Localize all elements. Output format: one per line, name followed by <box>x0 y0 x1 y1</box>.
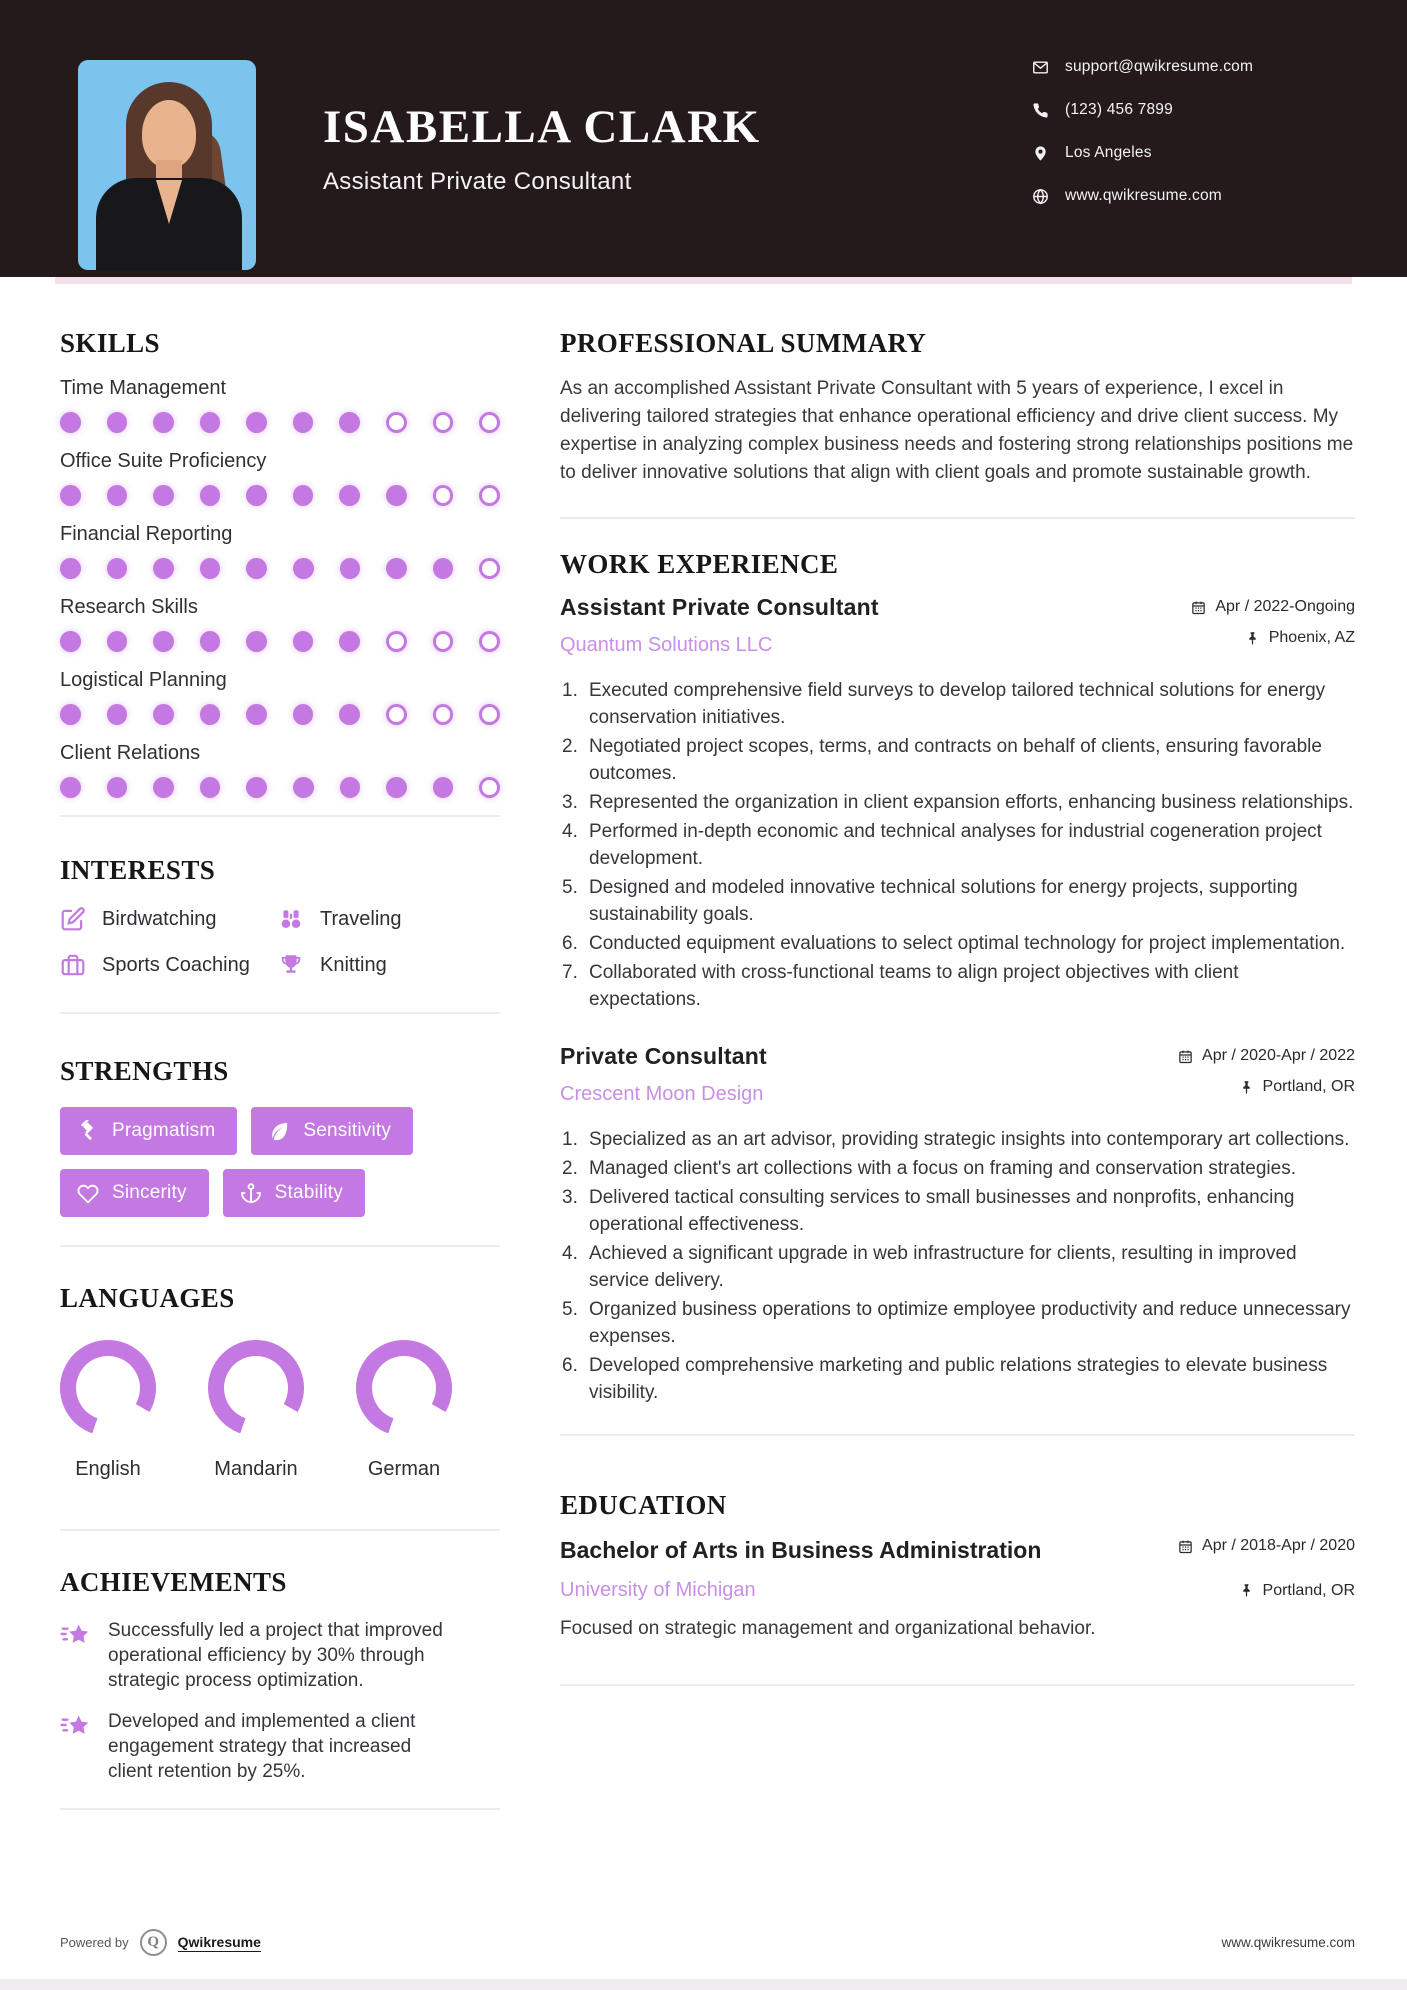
education-degree: Bachelor of Arts in Business Administration <box>560 1537 1042 1563</box>
contact-phone[interactable] <box>1032 101 1253 119</box>
powered-by-label: Powered by <box>60 1935 129 1950</box>
skill-dot-filled <box>200 412 221 433</box>
education-school: University of Michigan <box>560 1579 756 1601</box>
skill-dot-filled <box>433 558 454 579</box>
globe-icon <box>1032 188 1049 205</box>
job-meta <box>1178 1043 1355 1096</box>
skill-dot-filled <box>60 631 81 652</box>
skill-name: Research Skills <box>60 596 198 618</box>
main-content <box>0 284 1407 1810</box>
strength-label: Sincerity <box>112 1182 187 1203</box>
section-divider <box>560 1684 1355 1686</box>
interest-label: Knitting <box>320 953 387 976</box>
strength-label: Sensitivity <box>303 1120 392 1141</box>
job-bullet: Collaborated with cross-functional teams to align project objectives with client expectations. <box>589 962 1239 1010</box>
job-location <box>1245 629 1355 647</box>
skill-dot-filled <box>293 777 314 798</box>
skill-dot-filled <box>200 777 221 798</box>
phone-icon <box>1032 102 1049 119</box>
language-item <box>356 1340 452 1481</box>
skill-dot-empty <box>433 412 454 433</box>
skills-list <box>60 377 500 798</box>
contact-website-text: www.qwikresume.com <box>1065 187 1222 204</box>
interests-heading: INTERESTS <box>60 855 216 885</box>
job-location-text: Phoenix, AZ <box>1268 629 1355 646</box>
skill-dot-filled <box>293 704 314 725</box>
name-block <box>323 100 761 196</box>
skill-dot-filled <box>153 704 174 725</box>
section-divider <box>60 1529 500 1531</box>
interest-item <box>60 952 278 978</box>
strength-label: Pragmatism <box>112 1120 216 1141</box>
contact-location <box>1032 144 1253 162</box>
contact-website[interactable] <box>1032 187 1253 205</box>
gavel-icon <box>77 1120 99 1142</box>
skill-dot-filled <box>60 485 81 506</box>
job-company: Crescent Moon Design <box>560 1083 764 1105</box>
header <box>0 0 1407 277</box>
edit-icon <box>60 906 86 932</box>
language-label: German <box>367 1458 441 1480</box>
skill-dot-filled <box>200 558 221 579</box>
job-dates-text: Apr / 2020-Apr / 2022 <box>1202 1047 1355 1064</box>
skill-dot-filled <box>433 777 454 798</box>
education-location <box>1239 1582 1355 1600</box>
achievement-item <box>60 1618 500 1693</box>
right-column <box>560 284 1355 1686</box>
job-location <box>1239 1078 1355 1096</box>
skill-dot-filled <box>386 558 407 579</box>
job-title: Assistant Private Consultant <box>560 594 879 620</box>
pushpin-icon <box>1239 1080 1254 1095</box>
languages-list <box>60 1340 500 1481</box>
skill-dot-filled <box>293 412 314 433</box>
skill-dot-empty <box>433 485 454 506</box>
section-divider <box>60 815 500 817</box>
interest-label: Traveling <box>320 907 402 930</box>
strengths-list <box>60 1107 500 1217</box>
skill-dots <box>60 777 500 798</box>
shooting-star-icon <box>60 1620 92 1652</box>
skill-dot-filled <box>107 631 128 652</box>
education-note: Focused on strategic management and organizational behavior. <box>560 1618 1096 1639</box>
job-title-block <box>560 594 879 657</box>
heart-icon <box>77 1182 99 1204</box>
job-dates <box>1178 1047 1355 1065</box>
summary-heading: PROFESSIONAL SUMMARY <box>560 328 927 358</box>
skill-dot-filled <box>153 485 174 506</box>
skill-dot-filled <box>340 558 361 579</box>
footer-website[interactable]: www.qwikresume.com <box>1221 1935 1355 1950</box>
skill-name: Office Suite Proficiency <box>60 450 267 472</box>
job-dates <box>1191 598 1355 616</box>
skill-dot-filled <box>339 704 360 725</box>
location-icon <box>1032 145 1049 162</box>
skill-dot-filled <box>107 704 128 725</box>
job-bullet: Specialized as an art advisor, providing strategic insights into contemporary art collections. <box>589 1129 1350 1150</box>
education-entry <box>560 1537 1355 1640</box>
section-divider <box>560 1434 1355 1436</box>
achievements-list <box>60 1618 500 1784</box>
skill-dot-filled <box>293 631 314 652</box>
contact-phone-text: (123) 456 7899 <box>1065 101 1173 118</box>
candidate-name: ISABELLA CLARK <box>323 101 761 153</box>
skill-dots <box>60 704 500 725</box>
section-divider <box>60 1245 500 1247</box>
skill-dot-filled <box>107 558 128 579</box>
skill-dot-filled <box>246 412 267 433</box>
language-ring <box>208 1340 304 1436</box>
job-entry <box>560 1043 1355 1406</box>
skill-dot-empty <box>479 558 500 579</box>
calendar-icon <box>1178 1539 1193 1554</box>
language-ring <box>356 1340 452 1436</box>
skill-dots <box>60 631 500 652</box>
section-divider <box>560 517 1355 519</box>
briefcase-icon <box>60 952 86 978</box>
job-bullets <box>560 1126 1355 1406</box>
leaf-icon <box>268 1120 290 1142</box>
job-dates-text: Apr / 2022-Ongoing <box>1215 598 1355 615</box>
job-bullet: Designed and modeled innovative technical solutions for energy projects, supporting sustainability goals. <box>589 877 1298 925</box>
skill-dot-filled <box>153 558 174 579</box>
footer <box>60 1929 1355 1956</box>
skill-name: Client Relations <box>60 742 201 764</box>
experience-heading: WORK EXPERIENCE <box>560 549 839 579</box>
skill-dots <box>60 485 500 506</box>
skill-dot-empty <box>386 704 407 725</box>
skill-dot-filled <box>200 704 221 725</box>
job-bullets <box>560 677 1355 1013</box>
pushpin-icon <box>1239 1583 1254 1598</box>
skill-dot-filled <box>386 485 407 506</box>
strength-label: Stability <box>274 1182 343 1203</box>
skill-name: Financial Reporting <box>60 523 233 545</box>
contact-location-text: Los Angeles <box>1065 144 1152 161</box>
job-header <box>560 1043 1355 1106</box>
job-bullet: Managed client's art collections with a focus on framing and conservation strategies. <box>589 1158 1296 1179</box>
skill-dot-empty <box>386 412 407 433</box>
languages-heading: LANGUAGES <box>60 1283 235 1313</box>
language-ring <box>60 1340 156 1436</box>
skill-dot-empty <box>433 704 454 725</box>
section-divider <box>60 1808 500 1810</box>
job-bullet: Executed comprehensive field surveys to develop tailored technical solutions for energy conservation initiatives. <box>589 680 1326 728</box>
skill-dot-empty <box>479 485 500 506</box>
skill-dot-filled <box>60 704 81 725</box>
job-bullet: Represented the organization in client expansion efforts, enhancing business relationships. <box>589 792 1354 813</box>
job-bullet: Achieved a significant upgrade in web infrastructure for clients, resulting in improved service delivery. <box>589 1243 1297 1291</box>
anchor-icon <box>240 1182 262 1204</box>
education-location-text: Portland, OR <box>1262 1581 1355 1599</box>
skill-dot-filled <box>153 777 174 798</box>
achievement-text: Successfully led a project that improved operational efficiency by 30% through strategic process optimization. <box>108 1620 443 1691</box>
qwikresume-link[interactable]: Qwikresume <box>177 1933 261 1950</box>
job-meta <box>1191 594 1355 647</box>
skill-dot-filled <box>386 777 407 798</box>
skills-heading: SKILLS <box>60 328 160 358</box>
job-bullet: Conducted equipment evaluations to select optimal technology for project implementation. <box>589 933 1346 954</box>
skill-dot-filled <box>107 777 128 798</box>
skill-name: Time Management <box>60 377 226 399</box>
job-title: Private Consultant <box>560 1043 767 1069</box>
job-header <box>560 594 1355 657</box>
achievement-text: Developed and implemented a client engagement strategy that increased client retention by 25%. <box>108 1711 416 1782</box>
job-company: Quantum Solutions LLC <box>560 634 773 656</box>
pushpin-icon <box>1245 631 1260 646</box>
trophy-icon <box>278 952 304 978</box>
strength-badge <box>223 1169 365 1217</box>
skill-name: Logistical Planning <box>60 669 227 691</box>
skill-dot-filled <box>153 631 174 652</box>
education-row <box>560 1537 1355 1564</box>
strength-badge <box>60 1107 237 1155</box>
calendar-icon <box>1191 600 1206 615</box>
job-bullet: Delivered tactical consulting services to small businesses and nonprofits, enhancing operational effectiveness. <box>589 1187 1295 1235</box>
skill-dot-filled <box>107 485 128 506</box>
skill-dot-filled <box>246 704 267 725</box>
skill-dot-filled <box>339 631 360 652</box>
skill-dot-empty <box>479 412 500 433</box>
skill-dot-filled <box>339 412 360 433</box>
skill-dot-filled <box>107 412 128 433</box>
skill-dot-filled <box>60 558 81 579</box>
language-label: English <box>75 1458 141 1480</box>
photo-face <box>142 100 196 168</box>
interest-item <box>278 952 500 978</box>
education-dates-text: Apr / 2018-Apr / 2020 <box>1202 1537 1355 1554</box>
binoculars-icon <box>278 906 304 932</box>
skill-dot-filled <box>246 485 267 506</box>
skill-dot-filled <box>246 777 267 798</box>
header-accent-strip <box>55 277 1352 284</box>
education-dates <box>1178 1537 1355 1555</box>
strength-badge <box>251 1107 413 1155</box>
footer-branding <box>60 1929 261 1956</box>
skill-dot-filled <box>200 631 221 652</box>
shooting-star-icon <box>60 1711 92 1743</box>
skill-dot-empty <box>479 777 500 798</box>
skill-dot-filled <box>293 485 314 506</box>
interests-list <box>60 906 500 978</box>
achievements-heading: ACHIEVEMENTS <box>60 1567 287 1597</box>
skill-dot-filled <box>293 558 314 579</box>
language-label: Mandarin <box>214 1458 298 1480</box>
contact-block <box>1032 58 1253 230</box>
interest-item <box>60 906 278 932</box>
job-title-block <box>560 1043 767 1106</box>
job-location-text: Portland, OR <box>1262 1078 1355 1095</box>
profile-photo <box>78 60 256 270</box>
contact-email-text: support@qwikresume.com <box>1065 58 1254 75</box>
skill-dot-filled <box>339 485 360 506</box>
email-icon <box>1032 59 1049 76</box>
language-item <box>208 1340 304 1481</box>
summary-text: As an accomplished Assistant Private Consultant with 5 years of experience, I excel in delivering tailored strategies that enhance operational efficiency and drive client success. My expertise in analyzing complex business needs and fostering strong relationships positions me to deliver innovative solutions that align with client goals and promote sustainable growth. <box>560 378 1354 483</box>
achievement-item <box>60 1709 500 1784</box>
skill-dot-empty <box>479 631 500 652</box>
skill-dots <box>60 558 500 579</box>
job-bullet: Negotiated project scopes, terms, and contracts on behalf of clients, ensuring favorable outcomes. <box>589 736 1322 784</box>
interest-item <box>278 906 500 932</box>
skill-dot-filled <box>200 485 221 506</box>
page-bottom-edge <box>0 1979 1407 1990</box>
job-bullet: Performed in-depth economic and technical analyses for industrial cogeneration project development. <box>589 821 1322 869</box>
job-bullet: Organized business operations to optimize employee productivity and reduce unnecessary expenses. <box>589 1299 1351 1347</box>
skill-dot-filled <box>246 631 267 652</box>
skill-dot-filled <box>153 412 174 433</box>
strength-badge <box>60 1169 209 1217</box>
education-heading: EDUCATION <box>560 1490 727 1520</box>
skill-dots <box>60 412 500 433</box>
calendar-icon <box>1178 1049 1193 1064</box>
skill-dot-filled <box>60 777 81 798</box>
job-entry <box>560 594 1355 1013</box>
skill-dot-empty <box>433 631 454 652</box>
skill-dot-empty <box>386 631 407 652</box>
education-row <box>560 1579 1355 1602</box>
candidate-title: Assistant Private Consultant <box>323 168 632 195</box>
strengths-heading: STRENGTHS <box>60 1056 229 1086</box>
contact-email[interactable] <box>1032 58 1253 76</box>
skill-dot-filled <box>246 558 267 579</box>
skill-dot-filled <box>60 412 81 433</box>
interest-label: Birdwatching <box>102 907 217 930</box>
skill-dot-empty <box>479 704 500 725</box>
job-bullet: Developed comprehensive marketing and public relations strategies to elevate business visibility. <box>589 1355 1328 1403</box>
qwikresume-logo-icon: Q <box>140 1929 167 1956</box>
skill-dot-filled <box>340 777 361 798</box>
section-divider <box>60 1012 500 1014</box>
interest-label: Sports Coaching <box>102 953 250 976</box>
language-item <box>60 1340 156 1481</box>
left-column <box>60 284 500 1810</box>
